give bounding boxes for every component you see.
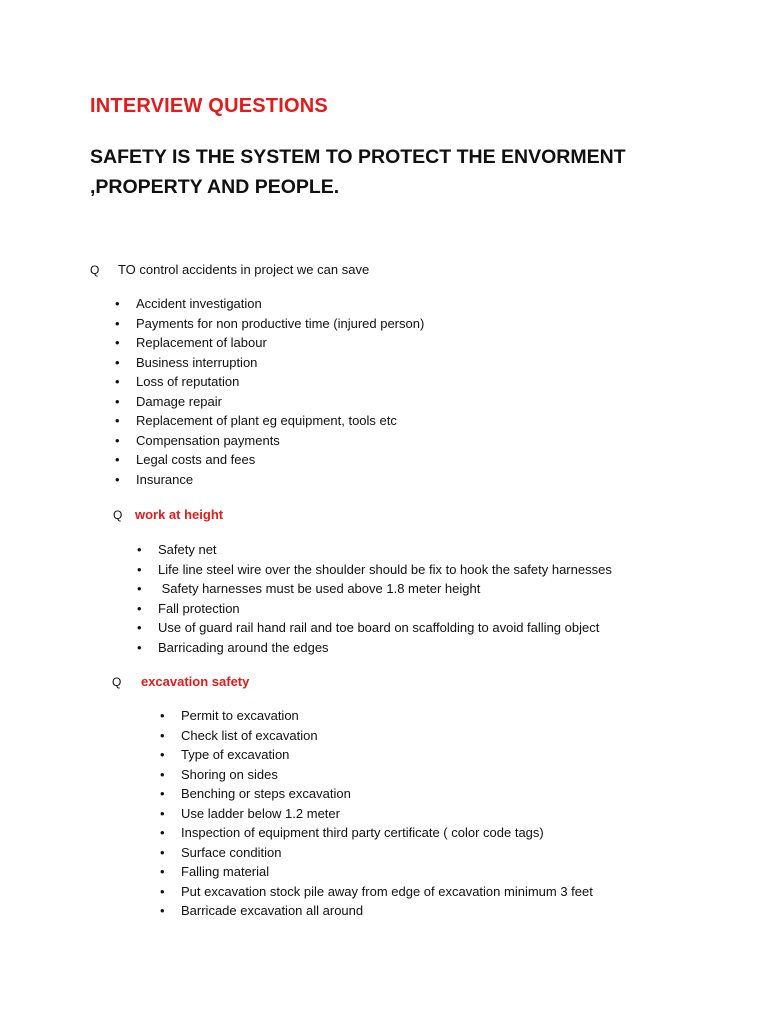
- bullet-icon: •: [137, 542, 142, 557]
- bullet-icon: •: [115, 296, 120, 311]
- question-title: work at height: [134, 507, 224, 522]
- bullet-icon: •: [115, 471, 120, 487]
- bullet-icon: •: [160, 864, 165, 879]
- bullet-icon: •: [115, 452, 120, 467]
- bullet-icon: •: [137, 620, 142, 635]
- bullet-icon: •: [160, 766, 165, 782]
- bullet-icon: •: [137, 600, 142, 616]
- question-marker: Q: [112, 675, 122, 689]
- bullet-icon: •: [115, 374, 120, 389]
- page-title: INTERVIEW QUESTIONS: [90, 95, 328, 117]
- document-page: INTERVIEW QUESTIONS SAFETY IS THE SYSTEM TO PROTECT THE ENVORMENT ,PROPERTY AND PEOPLE. Q TO control accidents in project we can save • Accident investigation • Payments for non productive time (injured person) • Replacement of labour • Business interruption • Loss of reputation • Damage repair • Replacement of plant eg equipment, tools etc • Compensation payments • Legal costs and fees • Insurance Q work at height • Safety net • Life line steel wire over the shoulder should be fix to hook the safety harnesses • Safety harnesses must be used above 1.8 meter height • Fall protection • Use of guard rail hand rail and toe board on scaffolding to avoid falling object • Barricading around the edges Q excavation safety • Permit to excavation • Check list of excavation • Type of excavation • Shoring on sides • Benching or steps excavation • Use ladder below 1.2 meter • Inspection of equipment third party certificate ( color code tags) • Surface condition • Falling material • Put excavation stock pile away from edge of excavation minimum 3 feet • Barricade excavation all around: [0, 0, 768, 1024]
- question-work-at-height: [113, 506, 223, 524]
- bullet-icon: •: [115, 413, 120, 428]
- safety-definition: SAFETY IS THE SYSTEM TO PROTECT THE ENVORMENT ,PROPERTY AND PEOPLE.: [90, 146, 626, 198]
- bullet-icon: •: [160, 747, 165, 762]
- bullet-icon: •: [115, 432, 120, 448]
- bullet-icon: •: [160, 883, 165, 899]
- bullet-icon: •: [160, 805, 165, 821]
- bullet-icon: •: [115, 393, 120, 409]
- bullet-icon: •: [160, 825, 165, 840]
- question-title: TO control accidents in project we can save: [117, 262, 370, 277]
- bullet-icon: •: [137, 639, 142, 655]
- bullet-icon: •: [160, 844, 165, 860]
- question-title: excavation safety: [140, 674, 250, 689]
- bullet-icon: •: [160, 708, 165, 723]
- bullet-icon: •: [115, 315, 120, 331]
- bullet-icon: •: [137, 561, 142, 577]
- question-accident-control: [90, 261, 369, 279]
- bullet-icon: •: [115, 354, 120, 370]
- question-marker: Q: [113, 508, 123, 522]
- bullet-icon: •: [160, 903, 165, 918]
- question-excavation-safety: [112, 673, 249, 691]
- bullet-icon: •: [160, 727, 165, 743]
- bullet-icon: •: [160, 786, 165, 801]
- question-marker: Q: [90, 263, 100, 277]
- bullet-icon: •: [137, 581, 142, 596]
- bullet-icon: •: [115, 335, 120, 350]
